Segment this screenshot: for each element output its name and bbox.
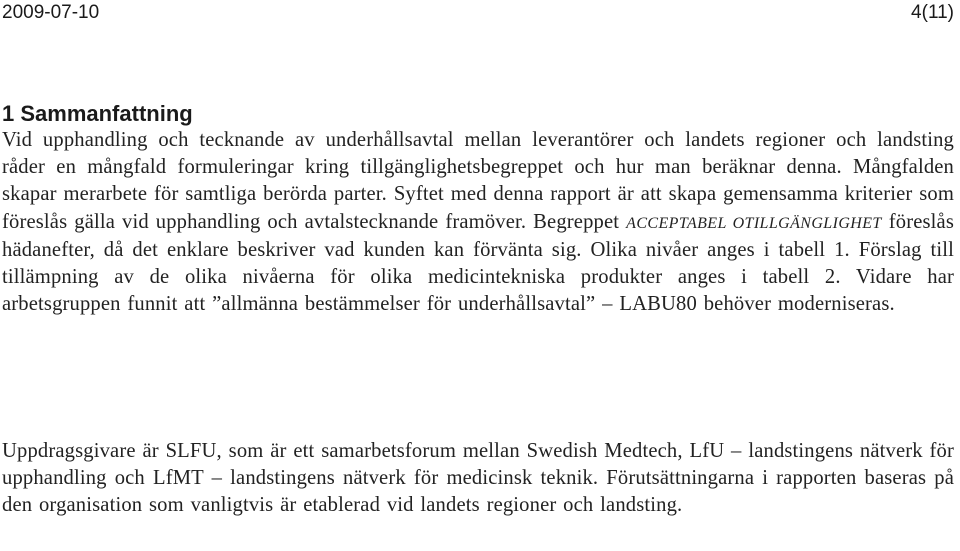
section-heading: 1 Sammanfattning xyxy=(2,101,193,126)
paragraph-1-text-b: föreslås hädanefter, då det enklare beskriver vad kunden kan förvänta sig. Olika nivåer anges i tabell 1. Förslag till tillämpning av de olika nivåerna för olika medicintekniska produkter anges i tabell 2. Vidare har arbetsgruppen funnit att ”allmänna bestämmelser för underhållsavtal” – LABU80 behöver moderniseras. xyxy=(2,210,954,316)
paragraph-1-text-a: Vid upphandling och tecknande av underhållsavtal mellan leverantörer och landets regioner och landsting råder en mångfald formuleringar kring tillgänglighetsbegreppet och hur man beräknar denna. Mångfalden skapar merarbete för samtliga berörda parter. Syftet med denna rapport är att skapa gemensamma kriterier som föreslås gälla vid upphandling och avtalstecknande framöver. Begreppet xyxy=(2,129,954,233)
summary-paragraph-1 xyxy=(2,127,954,318)
header-date: 2009-07-10 xyxy=(2,2,100,23)
header-page-number: 4(11) xyxy=(911,2,954,23)
term-acceptabel-otillganglighet: ACCEPTABEL OTILLGÄNGLIGHET xyxy=(626,214,882,232)
page-header xyxy=(2,0,954,36)
summary-paragraph-2: Uppdragsgivare är SLFU, som är ett samarbetsforum mellan Swedish Medtech, LfU – landstingens nätverk för upphandling och LfMT – landstingens nätverk för medicinsk teknik. Förutsättningarna i rapporten baseras på den organisation som vanligtvis är etablerad vid landets regioner och landsting. xyxy=(2,440,954,517)
